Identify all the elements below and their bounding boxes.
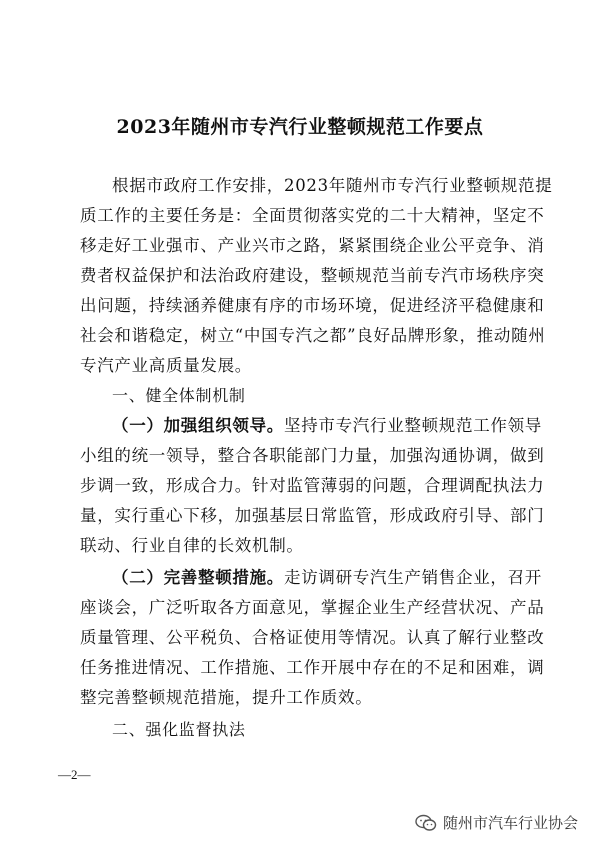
subsection-line: 联动、行业自律的长效机制。 [80, 536, 304, 555]
subsection-line: 座谈会，广泛听取各方面意见，掌握企业生产经营状况、产品 [80, 598, 545, 617]
subsection-line: 量，实行重心下移，加强基层日常监管，形成政府引导、部门 [80, 506, 545, 525]
watermark [415, 812, 578, 833]
subsection-line: 步调一致，形成合力。针对监管薄弱的问题，合理调配执法力 [80, 476, 545, 495]
subsection-lead: （二）完善整顿措施。 [112, 568, 284, 587]
subsection-first-line [112, 563, 542, 593]
subsection-line: 整完善整顿规范措施，提升工作质效。 [80, 688, 373, 707]
intro-line: 质工作的主要任务是：全面贯彻落实党的二十大精神，坚定不 [80, 206, 545, 225]
subsection-line: 任务推进情况、工作措施、工作开展中存在的不足和困难，调 [80, 658, 545, 677]
subsection-text: 坚持市专汽行业整顿规范工作领导 [284, 416, 542, 435]
wechat-icon [415, 814, 437, 832]
section-heading: 二、强化监督执法 [112, 720, 246, 739]
intro-line: 根据市政府工作安排，2023年随州市专汽行业整顿规范提 [112, 176, 553, 195]
subsection-first-line [112, 411, 542, 441]
subsection-line: 小组的统一领导，整合各职能部门力量，加强沟通协调，做到 [80, 446, 545, 465]
document-title: 2023年随州市专汽行业整顿规范工作要点 [116, 116, 484, 138]
subsection-lead: （一）加强组织领导。 [112, 416, 284, 435]
section-heading: 一、健全体制机制 [112, 386, 246, 405]
subsection-text: 走访调研专汽生产销售企业，召开 [284, 568, 542, 587]
watermark-text: 随州市汽车行业协会 [442, 814, 578, 832]
intro-line: 费者权益保护和法治政府建设，整顿规范当前专汽市场秩序突 [80, 266, 545, 285]
intro-line: 专汽产业高质量发展。 [80, 356, 252, 375]
intro-line: 移走好工业强市、产业兴市之路，紧紧围绕企业公平竞争、消 [80, 236, 545, 255]
subsection-line: 质量管理、公平税负、合格证使用等情况。认真了解行业整改 [80, 628, 545, 647]
intro-line: 社会和谐稳定，树立“中国专汽之都”良好品牌形象，推动随州 [80, 326, 546, 345]
intro-line: 出问题，持续涵养健康有序的市场环境，促进经济平稳健康和 [80, 296, 545, 315]
page-number: —2— [58, 767, 91, 782]
